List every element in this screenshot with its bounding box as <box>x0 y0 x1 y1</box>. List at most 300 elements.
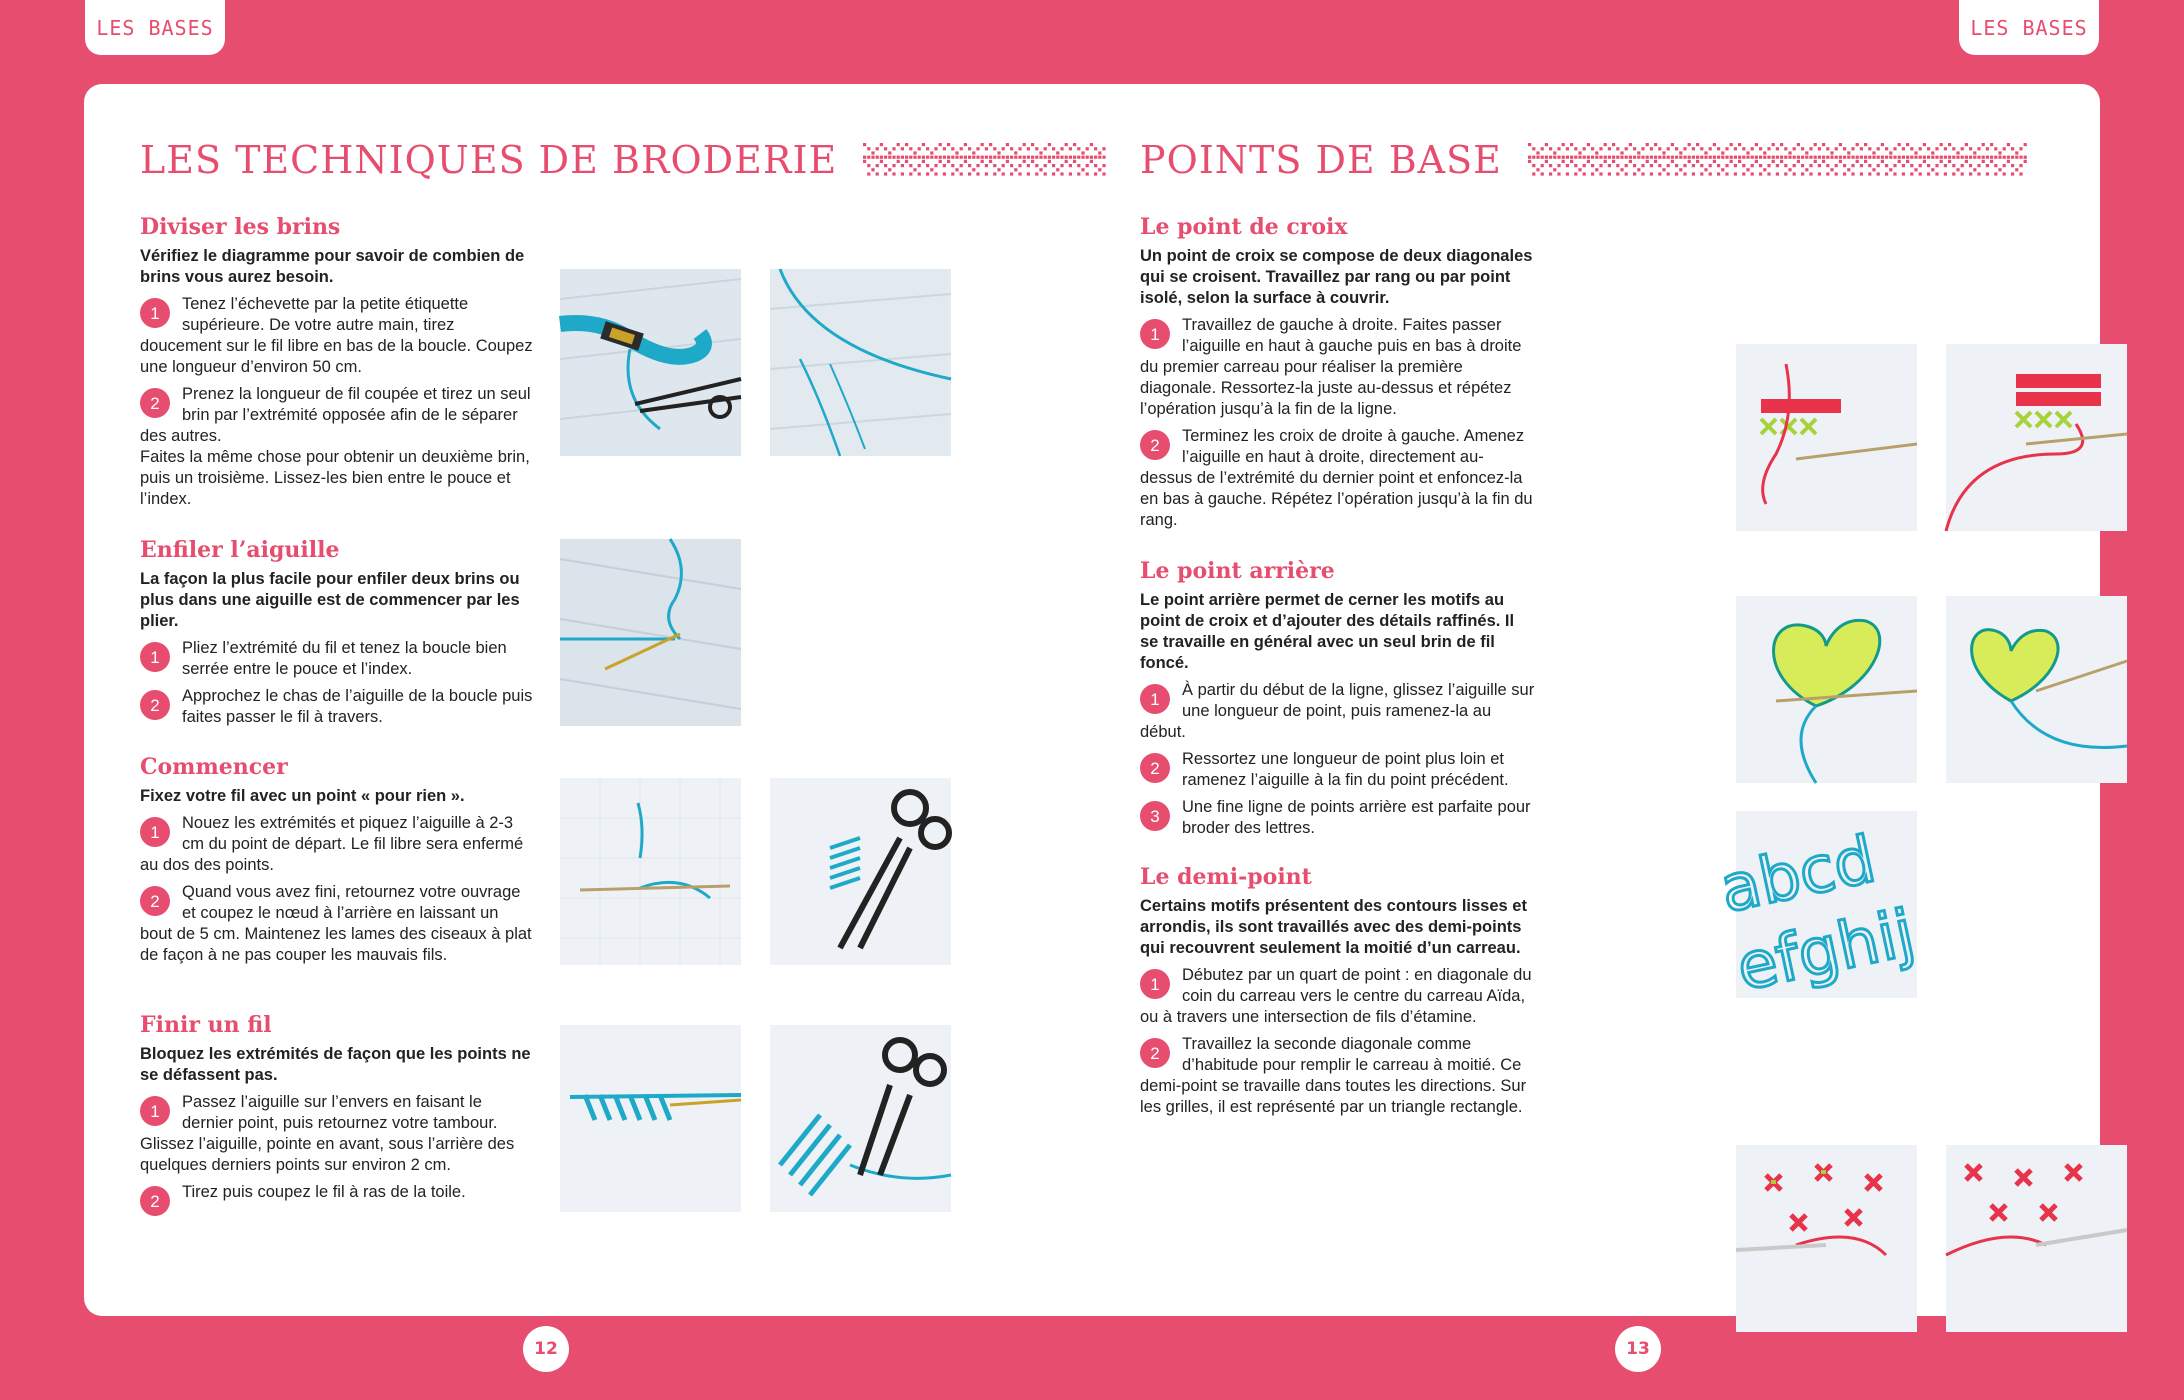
ornament-stitch <box>897 156 900 159</box>
ornament-stitch <box>1855 160 1858 163</box>
page-spread <box>84 84 2100 1316</box>
ornament-stitch <box>1918 156 1921 159</box>
ornament-stitch <box>1843 156 1846 159</box>
ornament-stitch <box>1897 160 1900 163</box>
ornament-stitch <box>1073 160 1076 163</box>
step-2 <box>1140 426 1535 531</box>
ornament-stitch <box>1658 156 1661 159</box>
ornament-stitch <box>1738 160 1741 163</box>
ornament-stitch <box>1973 168 1976 171</box>
ornament-stitch <box>1040 151 1043 154</box>
ornament-stitch <box>1969 164 1972 167</box>
step-number-badge: 1 <box>140 817 170 847</box>
ornament-stitch <box>1006 143 1009 146</box>
ornament-stitch <box>1687 156 1690 159</box>
ornament-stitch <box>1721 151 1724 154</box>
ornament-stitch <box>1603 156 1606 159</box>
step-number-badge: 2 <box>140 1186 170 1216</box>
ornament-stitch <box>1052 164 1055 167</box>
ornament-stitch <box>1566 164 1569 167</box>
ornament-stitch <box>905 160 908 163</box>
section-commencer <box>140 754 535 972</box>
ornament-stitch <box>2011 164 2014 167</box>
photo-half-stitch-2 <box>1946 1145 2127 1332</box>
ornament-stitch <box>935 172 938 175</box>
ornament-stitch <box>1990 156 1993 159</box>
ornament-stitch <box>1755 143 1758 146</box>
ornament-stitch <box>1717 156 1720 159</box>
chapter-header-left <box>140 138 1108 182</box>
ornament-stitch <box>1893 172 1896 175</box>
ornament-stitch <box>1612 143 1615 146</box>
ornament-stitch <box>1031 160 1034 163</box>
ornament-stitch <box>1641 172 1644 175</box>
ornament-stitch <box>1086 164 1089 167</box>
ornament-stitch <box>1002 147 1005 150</box>
ornament-stitch <box>1065 156 1068 159</box>
ornament-stitch <box>1023 143 1026 146</box>
ornament-stitch <box>1906 156 1909 159</box>
ornament-stitch <box>1692 156 1695 159</box>
ornament-stitch <box>1561 156 1564 159</box>
ornament-stitch <box>956 168 959 171</box>
ornament-stitch <box>1771 160 1774 163</box>
ornament-stitch <box>1969 147 1972 150</box>
ornament-stitch <box>981 143 984 146</box>
ornament-stitch <box>1860 147 1863 150</box>
photo-starting-graphic <box>560 778 741 965</box>
step-number-badge: 2 <box>140 886 170 916</box>
ornament-stitch <box>1881 143 1884 146</box>
photo-letters-line-2: efghij <box>1730 896 1921 1006</box>
ornament-stitch <box>872 168 875 171</box>
ornament-stitch <box>1666 147 1669 150</box>
ornament-stitch <box>1851 172 1854 175</box>
step-text: Ressortez une longueur de point plus loin et ramenez l’aiguille à la fin du point précédent. <box>1182 750 1509 789</box>
step-text: Passez l’aiguille sur l’envers en faisant le dernier point, puis retournez votre tambour. Glissez l’aiguille, pointe en avant, sous l’arrière des quelques derniers points sur environ 2 cm. <box>140 1093 515 1174</box>
ornament-stitch <box>1679 156 1682 159</box>
ornament-stitch <box>1616 164 1619 167</box>
ornament-stitch <box>893 156 896 159</box>
ornament-stitch <box>1750 156 1753 159</box>
ornament-stitch <box>1557 147 1560 150</box>
ornament-stitch <box>1843 147 1846 150</box>
ornament-stitch <box>1906 160 1909 163</box>
ornament-stitch <box>1532 172 1535 175</box>
ornament-stitch <box>1557 172 1560 175</box>
step-number-badge: 3 <box>1140 801 1170 831</box>
ornament-stitch <box>1599 172 1602 175</box>
ornament-stitch <box>897 143 900 146</box>
photo-cutting-thread <box>770 1025 951 1212</box>
ornament-stitch <box>2011 172 2014 175</box>
ornament-stitch <box>1641 156 1644 159</box>
ornament-stitch <box>1914 156 1917 159</box>
ornament-stitch <box>1582 147 1585 150</box>
step-text: Terminez les croix de droite à gauche. Amenez l’aiguille en haut à droite, directement au-dessus de l’extrémité du dernier point et enfoncez-la en bas à gauche. Répétez l’opération jusqu’à la fin du rang. <box>1140 427 1533 529</box>
ornament-stitch <box>1570 160 1573 163</box>
ornament-stitch <box>1868 147 1871 150</box>
ornament-stitch <box>1687 143 1690 146</box>
ornament-stitch <box>867 172 870 175</box>
ornament-stitch <box>993 172 996 175</box>
ornament-stitch <box>1725 147 1728 150</box>
ornament-stitch <box>1860 164 1863 167</box>
ornament-stitch <box>1914 168 1917 171</box>
ornament-stitch <box>1788 156 1791 159</box>
ornament-stitch <box>926 147 929 150</box>
ornament-stitch <box>1809 156 1812 159</box>
section-point-arriere <box>1140 558 1535 845</box>
ornament-stitch <box>1797 143 1800 146</box>
ornament-stitch <box>935 147 938 150</box>
ornament-stitch <box>1902 156 1905 159</box>
ornament-stitch <box>1767 156 1770 159</box>
ornament-stitch <box>901 164 904 167</box>
ornament-stitch <box>926 172 929 175</box>
ornament-stitch <box>981 160 984 163</box>
ornament-stitch <box>918 147 921 150</box>
ornament-stitch <box>1595 168 1598 171</box>
step-1 <box>1140 680 1535 743</box>
photo-skein-and-scissors <box>560 269 741 456</box>
ornament-stitch <box>1776 172 1779 175</box>
ornament-stitch <box>1729 160 1732 163</box>
ornament-stitch <box>1082 151 1085 154</box>
ornament-stitch <box>1977 156 1980 159</box>
ornament-stitch <box>960 147 963 150</box>
ornament-stitch <box>1944 164 1947 167</box>
ornament-stitch <box>1578 156 1581 159</box>
ornament-stitch <box>926 156 929 159</box>
photo-letters-line-1: abcd <box>1714 822 1882 928</box>
ornament-stitch <box>1876 172 1879 175</box>
photo-strands-graphic <box>770 269 951 456</box>
ornament-stitch <box>1708 156 1711 159</box>
ornament-stitch <box>1927 172 1930 175</box>
ornament-stitch <box>1696 143 1699 146</box>
ornament-stitch <box>909 172 912 175</box>
ornament-stitch <box>1910 156 1913 159</box>
ornament-stitch <box>1700 147 1703 150</box>
ornament-stitch <box>1771 143 1774 146</box>
step-3 <box>1140 797 1535 839</box>
ornament-stitch <box>1637 151 1640 154</box>
ornament-stitch <box>1692 172 1695 175</box>
ornament-stitch <box>972 151 975 154</box>
ornament-stitch <box>1881 160 1884 163</box>
ornament-stitch <box>943 147 946 150</box>
step-2 <box>140 384 535 447</box>
ornament-stitch <box>1713 160 1716 163</box>
ornament-stitch <box>1889 168 1892 171</box>
ornament-stitch <box>977 156 980 159</box>
ornament-stitch <box>1683 156 1686 159</box>
ornament-stitch <box>1944 147 1947 150</box>
ornament-stitch <box>1027 164 1030 167</box>
ornament-stitch <box>1725 172 1728 175</box>
ornament-stitch <box>2023 156 2026 159</box>
step-2 <box>140 1182 535 1211</box>
ornament-stitch <box>1629 160 1632 163</box>
ornament-stitch <box>1010 172 1013 175</box>
ornament-stitch <box>989 143 992 146</box>
ornament-stitch <box>1801 172 1804 175</box>
ornament-stitch <box>1771 156 1774 159</box>
ornament-stitch <box>1960 172 1963 175</box>
ornament-stitch <box>893 172 896 175</box>
ornament-stitch <box>1792 172 1795 175</box>
ornament-stitch <box>1826 172 1829 175</box>
ornament-stitch <box>1549 147 1552 150</box>
ornament-stitch <box>964 143 967 146</box>
ornament-stitch <box>1868 164 1871 167</box>
photo-back-stitch-heart-1 <box>1736 596 1917 783</box>
ornament-stitch <box>2015 168 2018 171</box>
ornament-stitch <box>1624 147 1627 150</box>
ornament-stitch <box>985 172 988 175</box>
ornament-stitch <box>1767 172 1770 175</box>
ornament-stitch <box>1031 156 1034 159</box>
ornament-stitch <box>1713 156 1716 159</box>
ornament-stitch <box>893 147 896 150</box>
ornament-stitch <box>872 156 875 159</box>
ornament-stitch <box>1658 172 1661 175</box>
ornament-stitch <box>1532 164 1535 167</box>
section-title: Commencer <box>140 754 288 780</box>
ornament-stitch <box>1822 156 1825 159</box>
ornament-stitch <box>1788 168 1791 171</box>
ornament-stitch <box>893 164 896 167</box>
ornament-stitch <box>1818 172 1821 175</box>
ornament-stitch <box>1633 172 1636 175</box>
ornament-stitch <box>1864 156 1867 159</box>
ornament-stitch <box>1767 164 1770 167</box>
ornament-stitch <box>951 147 954 150</box>
ornament-stitch <box>989 160 992 163</box>
ornament-stitch <box>1965 156 1968 159</box>
step-number-badge: 1 <box>140 642 170 672</box>
section-intro: Le point arrière permet de cerner les motifs au point de croix et d’ajouter des détails raffinés. Il se travaille en général avec un seul brin de fil foncé. <box>1140 591 1515 672</box>
step-number-badge: 2 <box>1140 1038 1170 1068</box>
ornament-stitch <box>1918 164 1921 167</box>
ornament-stitch <box>1065 160 1068 163</box>
ornament-stitch <box>1973 156 1976 159</box>
ornament-stitch <box>880 143 883 146</box>
ornament-stitch <box>1082 168 1085 171</box>
step-number-badge: 2 <box>140 388 170 418</box>
ornament-stitch <box>1759 147 1762 150</box>
ornament-stitch <box>1645 156 1648 159</box>
ornament-stitch <box>2019 147 2022 150</box>
ornament-stitch <box>1582 164 1585 167</box>
ornament-stitch <box>1591 164 1594 167</box>
ornament-stitch <box>1616 156 1619 159</box>
ornament-stitch <box>1650 172 1653 175</box>
ornament-stitch <box>1578 151 1581 154</box>
ornament-stitch <box>2015 151 2018 154</box>
ornament-stitch <box>1998 168 2001 171</box>
ornament-stitch <box>1839 156 1842 159</box>
step-number-badge: 2 <box>1140 753 1170 783</box>
photo-heart-2-graphic <box>1946 596 2127 783</box>
ornament-stitch <box>985 147 988 150</box>
ornament-stitch <box>1914 151 1917 154</box>
ornament-stitch <box>876 172 879 175</box>
ornament-stitch <box>1654 160 1657 163</box>
ornament-stitch <box>1700 164 1703 167</box>
ornament-stitch <box>1902 172 1905 175</box>
ornament-stitch <box>1818 156 1821 159</box>
ornament-stitch <box>939 143 942 146</box>
ornament-stitch <box>1809 164 1812 167</box>
ornament-stitch <box>1935 156 1938 159</box>
ornament-stitch <box>1939 160 1942 163</box>
step-number-badge: 2 <box>1140 430 1170 460</box>
ornament-stitch <box>1023 156 1026 159</box>
ornament-stitch <box>1927 156 1930 159</box>
ornament-stitch <box>1889 151 1892 154</box>
ornament-stitch <box>1633 164 1636 167</box>
ornament-stitch <box>1019 156 1022 159</box>
ornament-stitch <box>1570 156 1573 159</box>
ornament-stitch <box>1876 147 1879 150</box>
ornament-stitch <box>2002 164 2005 167</box>
ornament-stitch <box>1574 147 1577 150</box>
ornament-stitch <box>1952 147 1955 150</box>
ornament-stitch <box>1540 147 1543 150</box>
ornament-stitch <box>1637 168 1640 171</box>
ornament-stitch <box>1553 168 1556 171</box>
ornament-stitch <box>1792 147 1795 150</box>
ornament-stitch <box>1077 156 1080 159</box>
ornament-stitch <box>1784 156 1787 159</box>
step-text: Quand vous avez fini, retournez votre ouvrage et coupez le nœud à l’arrière en laissant un bout de 5 cm. Maintenez les lames des ciseaux à plat de façon à ne pas couper les mauvais fils. <box>140 883 532 964</box>
photo-half-stitch-2-graphic <box>1946 1145 2127 1332</box>
ornament-stitch <box>1860 172 1863 175</box>
ornament-stitch <box>947 156 950 159</box>
ornament-stitch <box>1549 172 1552 175</box>
ornament-stitch <box>1897 143 1900 146</box>
ornament-stitch <box>1780 143 1783 146</box>
ornament-stitch <box>1860 156 1863 159</box>
ornament-stitch <box>1633 147 1636 150</box>
ornament-stitch <box>1052 172 1055 175</box>
ornament-stitch <box>1776 147 1779 150</box>
photo-back-stitch-letters <box>1714 811 1921 1006</box>
ornament-stitch <box>1851 164 1854 167</box>
ornament-stitch <box>1675 164 1678 167</box>
ornament-stitch <box>1868 156 1871 159</box>
ornament-stitch <box>884 156 887 159</box>
ornament-stitch <box>1035 147 1038 150</box>
ornament-stitch <box>1847 156 1850 159</box>
ornament-stitch <box>1721 156 1724 159</box>
ornament-stitch <box>993 164 996 167</box>
ornament-stitch <box>947 160 950 163</box>
ornament-stitch <box>1061 172 1064 175</box>
ornament-stitch <box>1044 172 1047 175</box>
photo-cross-stitch-1-graphic <box>1736 344 1917 531</box>
ornament-stitch <box>1839 160 1842 163</box>
ornament-stitch <box>1843 172 1846 175</box>
ornament-stitch <box>968 164 971 167</box>
ornament-stitch <box>998 168 1001 171</box>
ornament-stitch <box>1553 156 1556 159</box>
ornament-stitch <box>1960 147 1963 150</box>
ornament-stitch <box>1801 164 1804 167</box>
ornament-stitch <box>1582 156 1585 159</box>
ornament-stitch <box>968 147 971 150</box>
ornament-stitch <box>1069 156 1072 159</box>
ornament-stitch <box>943 172 946 175</box>
photo-cross-stitch-2 <box>1946 344 2127 531</box>
ornament-stitch <box>1776 164 1779 167</box>
ornament-stitch <box>1717 164 1720 167</box>
ornament-stitch <box>1939 156 1942 159</box>
step-text: Pliez l’extrémité du fil et tenez la boucle bien serrée entre le pouce et l’index. <box>182 639 507 678</box>
ornament-stitch <box>1813 143 1816 146</box>
ornament-stitch <box>897 160 900 163</box>
ornament-stitch <box>951 156 954 159</box>
ornament-stitch <box>905 156 908 159</box>
ornament-stitch <box>1700 156 1703 159</box>
ornament-stitch <box>981 156 984 159</box>
ornament-stitch <box>1906 143 1909 146</box>
ornament-stitch <box>1608 147 1611 150</box>
step-1 <box>140 813 535 876</box>
ornament-stitch <box>1986 156 1989 159</box>
section-intro: Certains motifs présentent des contours lisses et arrondis, ils sont travaillés avec des demi-points qui recouvrent seulement la moitié d’un carreau. <box>1140 897 1527 957</box>
ornament-stitch <box>1750 172 1753 175</box>
ornament-stitch <box>1763 156 1766 159</box>
ornament-stitch <box>926 164 929 167</box>
ornament-stitch <box>1557 164 1560 167</box>
ornament-stitch <box>1977 164 1980 167</box>
ornament-stitch <box>1738 156 1741 159</box>
ornament-stitch <box>956 151 959 154</box>
ornament-stitch <box>1540 156 1543 159</box>
ornament-stitch <box>1002 172 1005 175</box>
ornament-stitch <box>1746 168 1749 171</box>
ornament-stitch <box>876 156 879 159</box>
ornament-stitch <box>1654 156 1657 159</box>
section-title: Finir un fil <box>140 1012 272 1038</box>
step-text: Une fine ligne de points arrière est parfaite pour broder des lettres. <box>1182 798 1531 837</box>
chapter-title-right: POINTS DE BASE <box>1140 138 1502 182</box>
ornament-stitch <box>1750 164 1753 167</box>
step-text: Approchez le chas de l’aiguille de la boucle puis faites passer le fil à travers. <box>182 687 533 726</box>
ornament-stitch <box>914 151 917 154</box>
ornament-stitch <box>901 147 904 150</box>
ornament-stitch <box>1683 147 1686 150</box>
ornament-stitch <box>1948 156 1951 159</box>
ornament-stitch <box>1851 147 1854 150</box>
ornament-stitch <box>1002 164 1005 167</box>
section-intro: Fixez votre fil avec un point « pour rien ». <box>140 787 465 805</box>
ornament-stitch <box>2007 156 2010 159</box>
ornament-stitch <box>1944 172 1947 175</box>
ornament-stitch <box>1797 156 1800 159</box>
step-number-badge: 1 <box>1140 969 1170 999</box>
ornament-stitch <box>1077 147 1080 150</box>
ornament-stitch <box>1801 147 1804 150</box>
ornament-stitch <box>1532 156 1535 159</box>
ornament-stitch <box>1662 151 1665 154</box>
ornament-stitch <box>1645 143 1648 146</box>
ornament-stitch <box>863 160 866 163</box>
ornament-stitch <box>1528 160 1531 163</box>
